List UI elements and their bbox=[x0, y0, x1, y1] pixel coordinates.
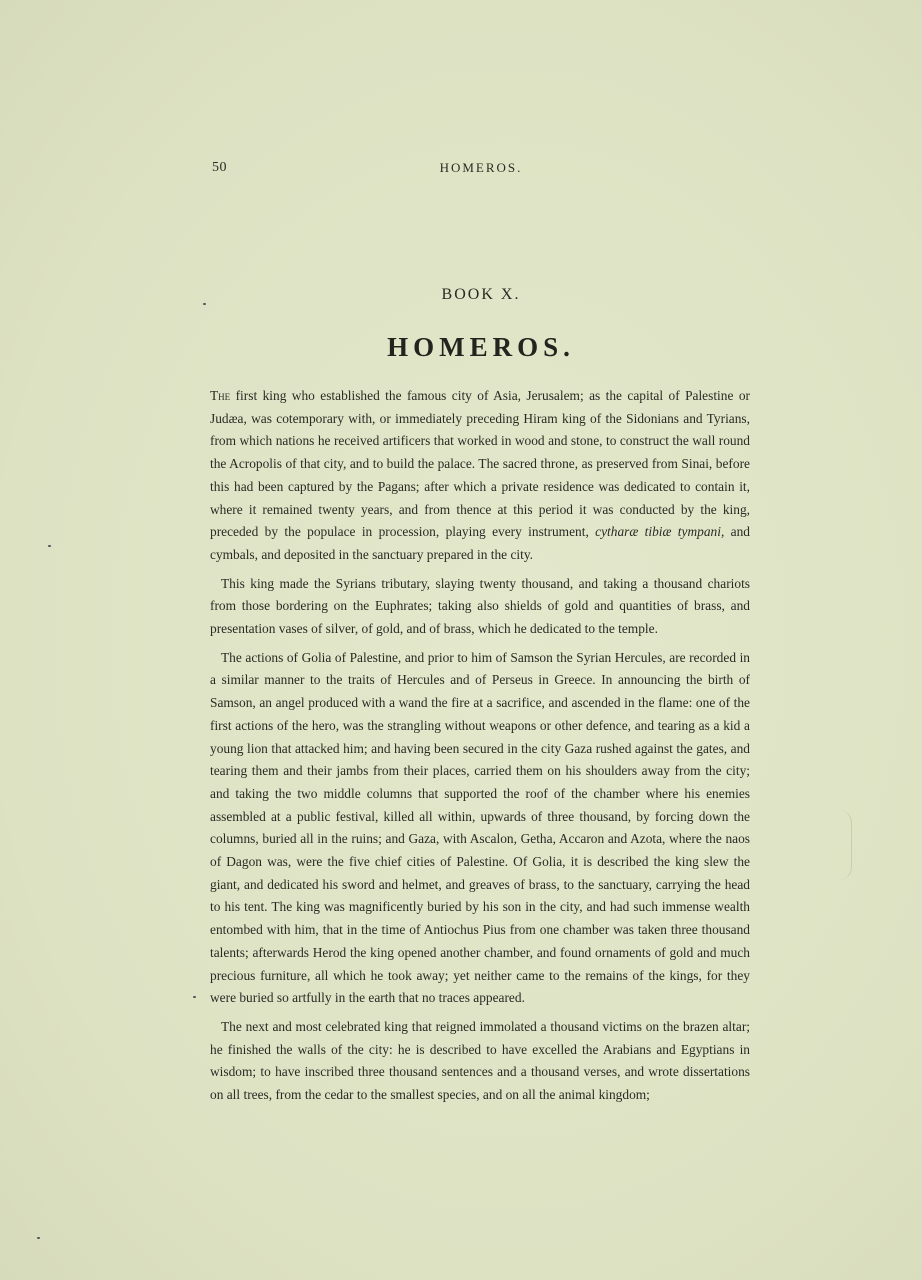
body-text bbox=[210, 385, 750, 1113]
paragraph-1-lead: The bbox=[210, 388, 231, 403]
ink-speck bbox=[203, 303, 206, 305]
running-title: HOMEROS. bbox=[439, 160, 523, 175]
book-heading: BOOK X. bbox=[441, 286, 521, 303]
ink-speck bbox=[48, 545, 51, 547]
running-head bbox=[212, 160, 750, 180]
ink-speck bbox=[193, 996, 196, 998]
paragraph-1-text-b: and cymbals, and deposited in the sanctuary prepared in the city. bbox=[210, 524, 751, 562]
ink-speck bbox=[37, 1237, 40, 1239]
paragraph-1-italic: cytharæ tibiæ tympani, bbox=[595, 524, 725, 540]
paragraph-1-text-a: first king who established the famous city of Asia, Jerusalem; as the capital of Palestine or Judæa, was cotemporary with, or immediately preceding Hiram king of the Sidonians and Tyrians, from which nations he received artificers that worked in wood and stone, to construct the wall round the Acropolis of that city, and to build the palace. The sacred throne, as preserved from Sinai, before this had been captured by the Pagans; after which a private residence was dedicated to contain it, where it remained twenty years, and from thence at this period it was conducted by the king, preceded by the populace in procession, playing every instrument, bbox=[210, 388, 750, 540]
paragraph-1 bbox=[210, 385, 750, 567]
paragraph-3: The actions of Golia of Palestine, and prior to him of Samson the Syrian Hercules, are recorded in a similar manner to the traits of Hercules and of Perseus in Greece. In announcing the birth of Samson, an angel produced with a wand the fire at a sacrifice, and ascended in the flame: one of the first actions of the hero, was the strangling without weapons or other defence, and tearing as a kid a young lion that attacked him; and having been secured in the city Gaza rushed against the gates, and tearing them and their jambs from their places, carried them on his shoulders away from the city; and taking the two middle columns that supported the roof of the chamber where his enemies assembled at a public festival, killed all within, upwards of three thousand, by forcing down the columns, buried all in the ruins; and Gaza, with Ascalon, Getha, Accaron and Azota, where the naos of Dagon was, were the five chief cities of Palestine. Of Golia, it is described the king slew the giant, and dedicated his sword and helmet, and greaves of brass, to the sanctuary, carrying the head to his tent. The king was magnificently buried by his son in the city, and had such immense wealth entombed with him, that in the time of Antiochus Pius from one chamber was taken three thousand talents; afterwards Herod the king opened another chamber, and found ornaments of gold and much precious furniture, all which he took away; yet neither came to the remains of the kings, for they were buried so artfully in the earth that no traces appeared. bbox=[210, 649, 750, 1006]
paragraph-4: The next and most celebrated king that reigned immolated a thousand victims on the brazen altar; he finished the walls of the city: he is described to have excelled the Arabians and Egyptians in wisdom; to have inscribed three thousand sentences and a thousand verses, and wrote dissertations on all trees, from the cedar to the smallest species, and on all the animal kingdom; bbox=[210, 1018, 750, 1103]
page-edge-mark bbox=[839, 810, 852, 880]
chapter-title: HOMEROS. bbox=[387, 332, 575, 362]
page-number: 50 bbox=[212, 160, 227, 175]
paragraph-2: This king made the Syrians tributary, slaying twenty thousand, and taking a thousand chariots from those bordering on the Euphrates; taking also shields of gold and quantities of brass, and presentation vases of silver, of gold, and of brass, which he dedicated to the temple. bbox=[210, 575, 750, 637]
